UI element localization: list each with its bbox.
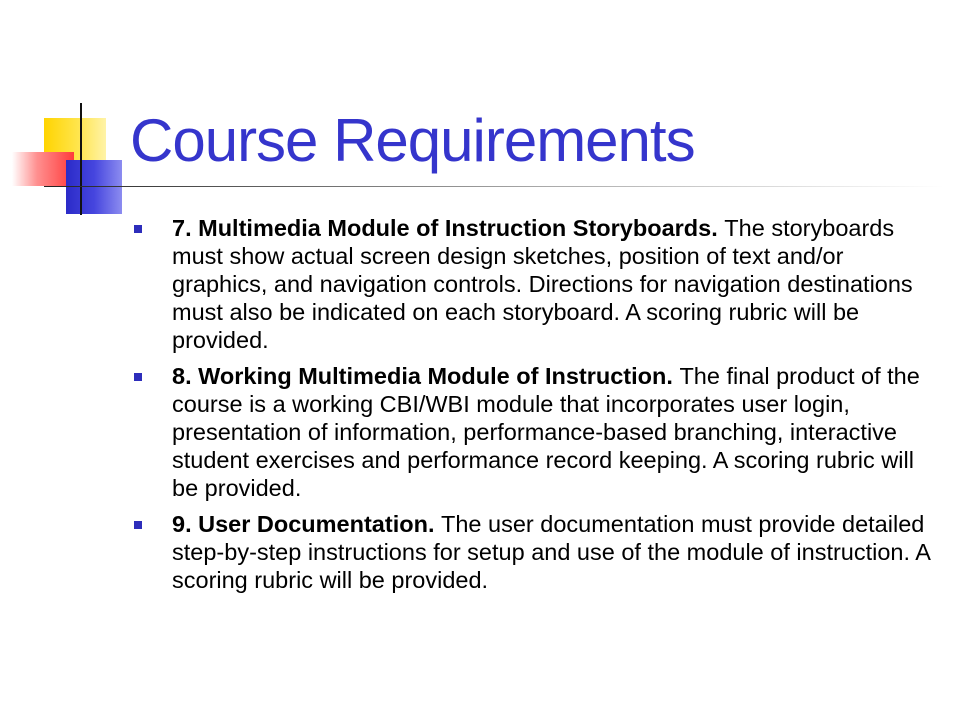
bullet-icon <box>134 373 142 381</box>
slide-title: Course Requirements <box>130 107 695 174</box>
list-item <box>134 214 944 354</box>
list-item <box>134 510 944 594</box>
decorative-blue-square <box>66 160 122 214</box>
item-body: The user documentation must provide detailed step-by-step instructions for setup and use of the module of instruction. A scoring rubric will be provided. <box>172 511 930 593</box>
bullet-list <box>134 214 944 602</box>
bullet-icon <box>134 521 142 529</box>
item-heading: 9. User Documentation. <box>172 511 441 537</box>
item-body: The final product of the course is a working CBI/WBI module that incorporates user login, presentation of information, performance-based branching, interactive student exercises and performance record keeping. A scoring rubric will be provided. <box>172 363 920 501</box>
bullet-icon <box>134 225 142 233</box>
item-heading: 7. Multimedia Module of Instruction Storyboards. <box>172 215 725 241</box>
item-heading: 8. Working Multimedia Module of Instruction. <box>172 363 680 389</box>
decorative-red-bar <box>12 152 74 186</box>
item-body: The storyboards must show actual screen design sketches, position of text and/or graphics, and navigation controls. Directions for navigation destinations must also be indicated on each storyboard. A scoring rubric will be provided. <box>172 215 913 353</box>
title-underline <box>44 186 944 187</box>
list-item <box>134 362 944 502</box>
decorative-vertical-line <box>80 103 82 215</box>
